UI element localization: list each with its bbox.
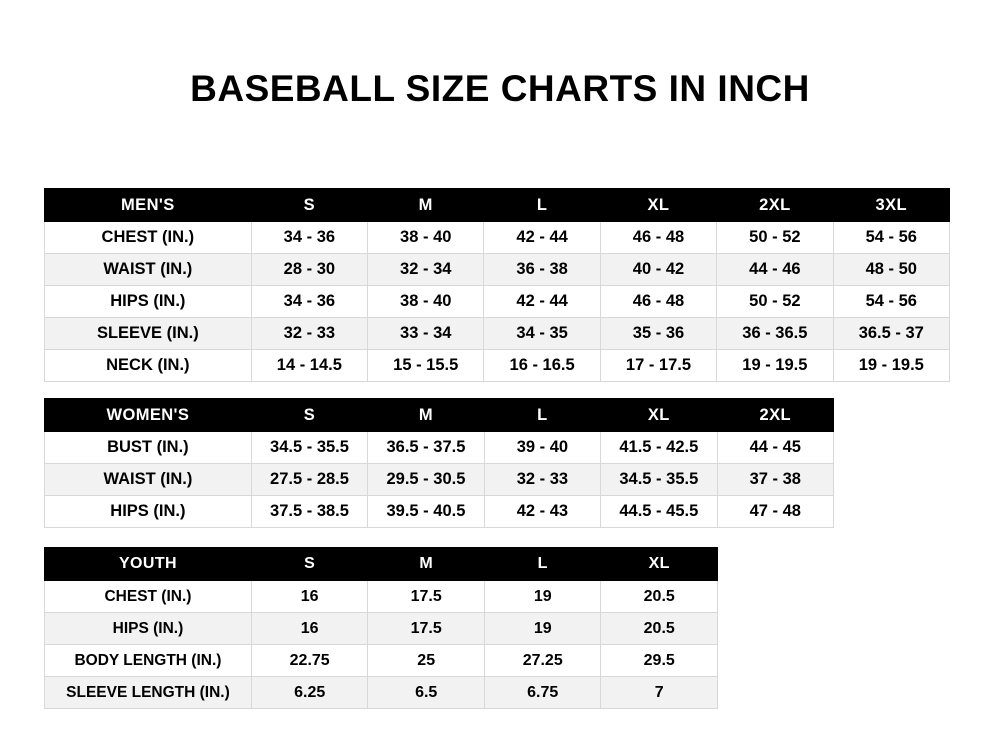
cell: 6.75 bbox=[484, 677, 601, 709]
cell: 47 - 48 bbox=[717, 496, 833, 528]
cell: 34 - 35 bbox=[484, 318, 600, 350]
row-label: CHEST (IN.) bbox=[45, 581, 252, 613]
row-label: CHEST (IN.) bbox=[45, 222, 252, 254]
cell: 19 bbox=[484, 613, 601, 645]
column-header-xl: XL bbox=[601, 548, 718, 581]
cell: 19 bbox=[484, 581, 601, 613]
cell: 25 bbox=[368, 645, 485, 677]
cell: 32 - 34 bbox=[368, 254, 484, 286]
table-row bbox=[45, 496, 834, 528]
cell: 44.5 - 45.5 bbox=[601, 496, 717, 528]
cell: 33 - 34 bbox=[368, 318, 484, 350]
cell: 32 - 33 bbox=[484, 464, 600, 496]
cell: 44 - 46 bbox=[717, 254, 833, 286]
cell: 36.5 - 37.5 bbox=[368, 432, 484, 464]
cell: 42 - 44 bbox=[484, 222, 600, 254]
table-row bbox=[45, 464, 834, 496]
column-header-m: M bbox=[368, 189, 484, 222]
cell: 17.5 bbox=[368, 613, 485, 645]
row-label: SLEEVE (IN.) bbox=[45, 318, 252, 350]
cell: 34.5 - 35.5 bbox=[251, 432, 367, 464]
cell: 27.5 - 28.5 bbox=[251, 464, 367, 496]
row-label: BODY LENGTH (IN.) bbox=[45, 645, 252, 677]
cell: 50 - 52 bbox=[717, 222, 833, 254]
cell: 19 - 19.5 bbox=[717, 350, 833, 382]
cell: 40 - 42 bbox=[600, 254, 716, 286]
youth-size-chart bbox=[44, 547, 718, 709]
column-header-s: S bbox=[251, 399, 367, 432]
cell: 28 - 30 bbox=[251, 254, 367, 286]
column-header-xl: XL bbox=[601, 399, 717, 432]
column-header-l: L bbox=[484, 399, 600, 432]
table-header-row bbox=[45, 189, 950, 222]
cell: 16 bbox=[251, 613, 368, 645]
cell: 15 - 15.5 bbox=[368, 350, 484, 382]
cell: 34.5 - 35.5 bbox=[601, 464, 717, 496]
table-row bbox=[45, 645, 718, 677]
mens-size-chart bbox=[44, 188, 950, 382]
row-label: WAIST (IN.) bbox=[45, 464, 252, 496]
cell: 20.5 bbox=[601, 613, 718, 645]
table-row bbox=[45, 677, 718, 709]
row-label: BUST (IN.) bbox=[45, 432, 252, 464]
table-row bbox=[45, 350, 950, 382]
column-header-xl: XL bbox=[600, 189, 716, 222]
cell: 54 - 56 bbox=[833, 286, 949, 318]
cell: 36 - 36.5 bbox=[717, 318, 833, 350]
table-row bbox=[45, 286, 950, 318]
cell: 32 - 33 bbox=[251, 318, 367, 350]
row-label: WAIST (IN.) bbox=[45, 254, 252, 286]
cell: 14 - 14.5 bbox=[251, 350, 367, 382]
row-label: HIPS (IN.) bbox=[45, 496, 252, 528]
cell: 6.5 bbox=[368, 677, 485, 709]
column-header-l: L bbox=[484, 548, 601, 581]
table-row bbox=[45, 318, 950, 350]
cell: 17.5 bbox=[368, 581, 485, 613]
cell: 44 - 45 bbox=[717, 432, 833, 464]
cell: 16 bbox=[251, 581, 368, 613]
cell: 38 - 40 bbox=[368, 222, 484, 254]
column-header-3xl: 3XL bbox=[833, 189, 949, 222]
cell: 35 - 36 bbox=[600, 318, 716, 350]
column-header-m: M bbox=[368, 548, 485, 581]
cell: 27.25 bbox=[484, 645, 601, 677]
cell: 39.5 - 40.5 bbox=[368, 496, 484, 528]
cell: 36 - 38 bbox=[484, 254, 600, 286]
cell: 29.5 bbox=[601, 645, 718, 677]
cell: 36.5 - 37 bbox=[833, 318, 949, 350]
cell: 34 - 36 bbox=[251, 286, 367, 318]
cell: 39 - 40 bbox=[484, 432, 600, 464]
cell: 37 - 38 bbox=[717, 464, 833, 496]
column-header-l: L bbox=[484, 189, 600, 222]
cell: 16 - 16.5 bbox=[484, 350, 600, 382]
cell: 42 - 44 bbox=[484, 286, 600, 318]
cell: 34 - 36 bbox=[251, 222, 367, 254]
womens-size-chart bbox=[44, 398, 834, 528]
cell: 42 - 43 bbox=[484, 496, 600, 528]
cell: 29.5 - 30.5 bbox=[368, 464, 484, 496]
cell: 22.75 bbox=[251, 645, 368, 677]
cell: 17 - 17.5 bbox=[600, 350, 716, 382]
table-row bbox=[45, 613, 718, 645]
cell: 48 - 50 bbox=[833, 254, 949, 286]
column-header-category: MEN'S bbox=[45, 189, 252, 222]
column-header-2xl: 2XL bbox=[717, 399, 833, 432]
cell: 41.5 - 42.5 bbox=[601, 432, 717, 464]
table-row bbox=[45, 254, 950, 286]
cell: 54 - 56 bbox=[833, 222, 949, 254]
row-label: HIPS (IN.) bbox=[45, 286, 252, 318]
cell: 38 - 40 bbox=[368, 286, 484, 318]
cell: 7 bbox=[601, 677, 718, 709]
cell: 46 - 48 bbox=[600, 286, 716, 318]
column-header-s: S bbox=[251, 189, 367, 222]
column-header-2xl: 2XL bbox=[717, 189, 833, 222]
row-label: SLEEVE LENGTH (IN.) bbox=[45, 677, 252, 709]
cell: 20.5 bbox=[601, 581, 718, 613]
column-header-m: M bbox=[368, 399, 484, 432]
table-header-row bbox=[45, 548, 718, 581]
cell: 19 - 19.5 bbox=[833, 350, 949, 382]
table-header-row bbox=[45, 399, 834, 432]
row-label: HIPS (IN.) bbox=[45, 613, 252, 645]
page-title: BASEBALL SIZE CHARTS IN INCH bbox=[190, 68, 810, 109]
column-header-s: S bbox=[251, 548, 368, 581]
cell: 37.5 - 38.5 bbox=[251, 496, 367, 528]
cell: 6.25 bbox=[251, 677, 368, 709]
column-header-category: WOMEN'S bbox=[45, 399, 252, 432]
row-label: NECK (IN.) bbox=[45, 350, 252, 382]
cell: 46 - 48 bbox=[600, 222, 716, 254]
table-row bbox=[45, 222, 950, 254]
table-row bbox=[45, 432, 834, 464]
table-row bbox=[45, 581, 718, 613]
column-header-category: YOUTH bbox=[45, 548, 252, 581]
cell: 50 - 52 bbox=[717, 286, 833, 318]
